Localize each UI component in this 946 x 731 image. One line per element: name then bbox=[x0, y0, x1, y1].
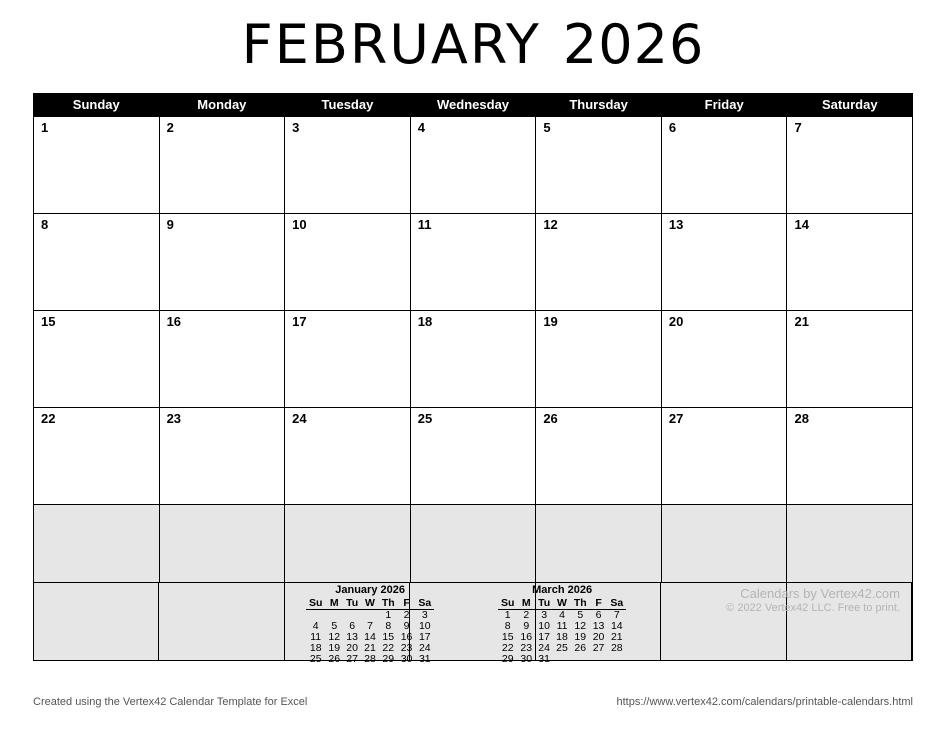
mini-calendar-title: January 2026 bbox=[335, 584, 405, 596]
day-cell-empty bbox=[411, 504, 537, 582]
day-number: 21 bbox=[794, 314, 809, 329]
week-row bbox=[34, 213, 912, 310]
mini-day: 25 bbox=[556, 642, 568, 654]
mini-day: 25 bbox=[309, 653, 322, 665]
mini-day: 18 bbox=[309, 642, 322, 654]
day-number: 10 bbox=[292, 217, 307, 232]
mini-day: 22 bbox=[382, 642, 395, 654]
mini-day: 3 bbox=[541, 609, 548, 621]
mini-header-su: Su bbox=[498, 598, 517, 610]
mini-header-f: F bbox=[590, 598, 608, 610]
mini-day: 24 bbox=[538, 642, 550, 654]
week-row-mini-calendars bbox=[34, 582, 912, 665]
mini-day: 7 bbox=[367, 620, 373, 632]
mini-header-su: Su bbox=[306, 598, 325, 610]
day-number: 14 bbox=[794, 217, 809, 232]
day-cell[interactable] bbox=[411, 213, 537, 310]
day-cell[interactable] bbox=[285, 310, 411, 407]
mini-header-f: F bbox=[398, 598, 416, 610]
mini-day: 11 bbox=[556, 620, 568, 632]
mini-day: 28 bbox=[364, 653, 376, 665]
mini-day: 15 bbox=[382, 631, 395, 643]
mini-day: 29 bbox=[501, 653, 514, 665]
day-number: 19 bbox=[543, 314, 558, 329]
mini-day: 9 bbox=[523, 620, 530, 632]
mini-day: 26 bbox=[574, 642, 587, 654]
mini-header-row bbox=[498, 598, 626, 610]
day-number: 3 bbox=[292, 120, 300, 135]
mini-day: 12 bbox=[328, 631, 341, 643]
mini-day: 2 bbox=[523, 609, 530, 621]
weekday-sunday: Sunday bbox=[34, 94, 160, 116]
mini-header-tu: Tu bbox=[535, 598, 553, 610]
day-number: 16 bbox=[166, 314, 182, 329]
day-number: 28 bbox=[794, 411, 809, 426]
week-row bbox=[34, 407, 912, 504]
mini-day: 20 bbox=[346, 642, 358, 654]
mini-day: 11 bbox=[310, 631, 322, 643]
mini-day: 10 bbox=[538, 620, 550, 632]
mini-day: 8 bbox=[385, 620, 392, 632]
mini-day bbox=[571, 654, 590, 665]
credit-line-2: © 2022 Vertex42 LLC. Free to print. bbox=[726, 602, 900, 614]
mini-day bbox=[553, 654, 571, 665]
day-number: 1 bbox=[41, 120, 49, 135]
mini-day: 31 bbox=[538, 653, 550, 665]
day-number: 20 bbox=[668, 314, 684, 329]
mini-day bbox=[607, 654, 626, 665]
weekday-tuesday: Tuesday bbox=[285, 94, 411, 116]
mini-calendar-table bbox=[306, 598, 434, 665]
day-cell[interactable] bbox=[34, 407, 160, 504]
weekday-saturday: Saturday bbox=[821, 97, 878, 112]
mini-day: 14 bbox=[364, 631, 376, 643]
mini-header-row bbox=[306, 598, 434, 610]
day-number: 24 bbox=[292, 411, 307, 426]
day-cell-empty bbox=[160, 504, 286, 582]
mini-day: 29 bbox=[382, 653, 395, 665]
day-number: 5 bbox=[543, 120, 551, 135]
day-cell[interactable] bbox=[787, 310, 912, 407]
week-row bbox=[34, 310, 912, 407]
day-cell[interactable] bbox=[411, 407, 537, 504]
day-number: 15 bbox=[41, 314, 56, 329]
mini-day: 3 bbox=[421, 609, 428, 621]
footer-right-url[interactable]: https://www.vertex42.com/calendars/printable-calendars.html bbox=[616, 696, 913, 708]
title-month: FEBRUARY bbox=[241, 13, 541, 76]
day-cell[interactable] bbox=[662, 213, 788, 310]
mini-week-row bbox=[306, 654, 434, 665]
vertex42-credit bbox=[726, 586, 900, 616]
day-number: 7 bbox=[794, 120, 802, 135]
day-cell-empty bbox=[662, 504, 788, 582]
mini-calendar-area bbox=[34, 582, 912, 665]
mini-calendar-march bbox=[498, 584, 626, 665]
day-cell[interactable] bbox=[160, 213, 286, 310]
day-cell[interactable] bbox=[787, 407, 912, 504]
mini-day: 31 bbox=[418, 653, 431, 665]
mini-day: 12 bbox=[574, 620, 587, 632]
day-cell[interactable] bbox=[411, 310, 537, 407]
mini-day: 30 bbox=[520, 653, 533, 665]
mini-day: 20 bbox=[592, 631, 605, 643]
mini-day: 26 bbox=[328, 653, 341, 665]
day-cell[interactable] bbox=[285, 116, 411, 213]
day-cell[interactable] bbox=[536, 116, 662, 213]
day-number: 4 bbox=[417, 120, 425, 135]
day-cell[interactable] bbox=[411, 116, 537, 213]
day-cell[interactable] bbox=[160, 310, 286, 407]
mini-day: 5 bbox=[331, 620, 338, 632]
mini-header-th: Th bbox=[379, 598, 398, 610]
day-cell[interactable] bbox=[285, 213, 411, 310]
day-cell[interactable] bbox=[536, 310, 662, 407]
day-number: 25 bbox=[417, 411, 433, 426]
mini-header-sa: Sa bbox=[607, 598, 626, 610]
mini-day: 15 bbox=[501, 631, 514, 643]
mini-day: 27 bbox=[592, 642, 605, 654]
day-number: 22 bbox=[41, 411, 56, 426]
day-number: 8 bbox=[41, 217, 49, 232]
calendar-grid bbox=[33, 93, 913, 665]
week-row bbox=[34, 116, 912, 213]
weekday-thursday: Thursday bbox=[536, 94, 662, 116]
mini-day: 4 bbox=[559, 609, 565, 621]
day-cell[interactable] bbox=[662, 407, 788, 504]
mini-day: 28 bbox=[610, 642, 623, 654]
day-number: 9 bbox=[166, 217, 174, 232]
day-cell[interactable] bbox=[536, 407, 662, 504]
mini-day bbox=[590, 654, 608, 665]
mini-day: 21 bbox=[364, 642, 376, 654]
day-cell[interactable] bbox=[34, 310, 160, 407]
mini-day: 27 bbox=[346, 653, 358, 665]
day-cell-empty bbox=[34, 504, 160, 582]
mini-day: 17 bbox=[538, 631, 550, 643]
day-cell[interactable] bbox=[160, 407, 286, 504]
day-cell-empty bbox=[285, 504, 411, 582]
day-cell-empty bbox=[787, 504, 912, 582]
mini-day: 19 bbox=[574, 631, 587, 643]
day-cell[interactable] bbox=[285, 407, 411, 504]
credit-line-1: Calendars by Vertex42.com bbox=[740, 586, 900, 601]
mini-day: 21 bbox=[610, 631, 623, 643]
day-number: 2 bbox=[166, 120, 174, 135]
day-number: 26 bbox=[543, 411, 558, 426]
mini-day: 18 bbox=[556, 631, 568, 643]
mini-header-m: M bbox=[325, 598, 343, 610]
mini-week-row bbox=[498, 643, 626, 654]
mini-day: 1 bbox=[504, 609, 511, 621]
footer-left-text: Created using the Vertex42 Calendar Template for Excel bbox=[33, 696, 308, 708]
mini-day: 16 bbox=[400, 631, 413, 643]
day-cell[interactable] bbox=[787, 116, 912, 213]
day-number: 23 bbox=[166, 411, 182, 426]
mini-day: 7 bbox=[613, 609, 620, 621]
day-cell[interactable] bbox=[662, 310, 788, 407]
mini-header-tu: Tu bbox=[343, 598, 361, 610]
day-number: 12 bbox=[543, 217, 558, 232]
mini-calendar-title: March 2026 bbox=[532, 584, 593, 596]
mini-day: 16 bbox=[520, 631, 533, 643]
week-row-filler bbox=[34, 504, 912, 582]
mini-day: 9 bbox=[403, 620, 410, 632]
mini-header-m: M bbox=[517, 598, 535, 610]
mini-day: 22 bbox=[501, 642, 514, 654]
mini-week-row bbox=[498, 654, 626, 665]
title-year: 2026 bbox=[562, 13, 705, 76]
day-cell[interactable] bbox=[34, 213, 160, 310]
weekday-header-row bbox=[34, 94, 912, 116]
mini-day: 5 bbox=[577, 609, 584, 621]
page-footer bbox=[33, 696, 913, 708]
day-cell[interactable] bbox=[536, 213, 662, 310]
mini-day: 6 bbox=[595, 609, 602, 621]
mini-calendar-january bbox=[306, 584, 434, 665]
mini-day: 19 bbox=[328, 642, 341, 654]
mini-header-w: W bbox=[361, 598, 379, 610]
mini-day: 1 bbox=[385, 609, 392, 621]
weekday-wednesday: Wednesday bbox=[411, 94, 537, 116]
mini-day: 8 bbox=[504, 620, 511, 632]
mini-day: 13 bbox=[592, 620, 605, 632]
mini-day: 2 bbox=[403, 609, 410, 621]
mini-header-w: W bbox=[553, 598, 571, 610]
day-number: 18 bbox=[417, 314, 433, 329]
page-title bbox=[0, 14, 946, 76]
day-cell[interactable] bbox=[662, 116, 788, 213]
mini-header-th: Th bbox=[571, 598, 590, 610]
day-number: 11 bbox=[417, 217, 432, 232]
mini-day: 10 bbox=[418, 620, 431, 632]
mini-header-sa: Sa bbox=[415, 598, 434, 610]
weekday-monday: Monday bbox=[160, 94, 286, 116]
day-cell[interactable] bbox=[34, 116, 160, 213]
mini-day: 13 bbox=[346, 631, 358, 643]
mini-day: 24 bbox=[418, 642, 431, 654]
mini-day: 17 bbox=[418, 631, 431, 643]
mini-day: 30 bbox=[400, 653, 413, 665]
day-number: 27 bbox=[668, 411, 684, 426]
weekday-friday: Friday bbox=[662, 94, 788, 116]
day-number: 13 bbox=[668, 217, 684, 232]
day-cell[interactable] bbox=[787, 213, 912, 310]
mini-day: 6 bbox=[349, 620, 356, 632]
mini-day: 23 bbox=[400, 642, 413, 654]
mini-day: 23 bbox=[520, 642, 533, 654]
mini-day: 14 bbox=[610, 620, 623, 632]
day-number: 17 bbox=[292, 314, 307, 329]
day-cell-empty bbox=[536, 504, 662, 582]
day-number: 6 bbox=[668, 120, 677, 135]
day-cell[interactable] bbox=[160, 116, 286, 213]
mini-calendar-table bbox=[498, 598, 626, 665]
mini-day: 4 bbox=[312, 620, 319, 632]
